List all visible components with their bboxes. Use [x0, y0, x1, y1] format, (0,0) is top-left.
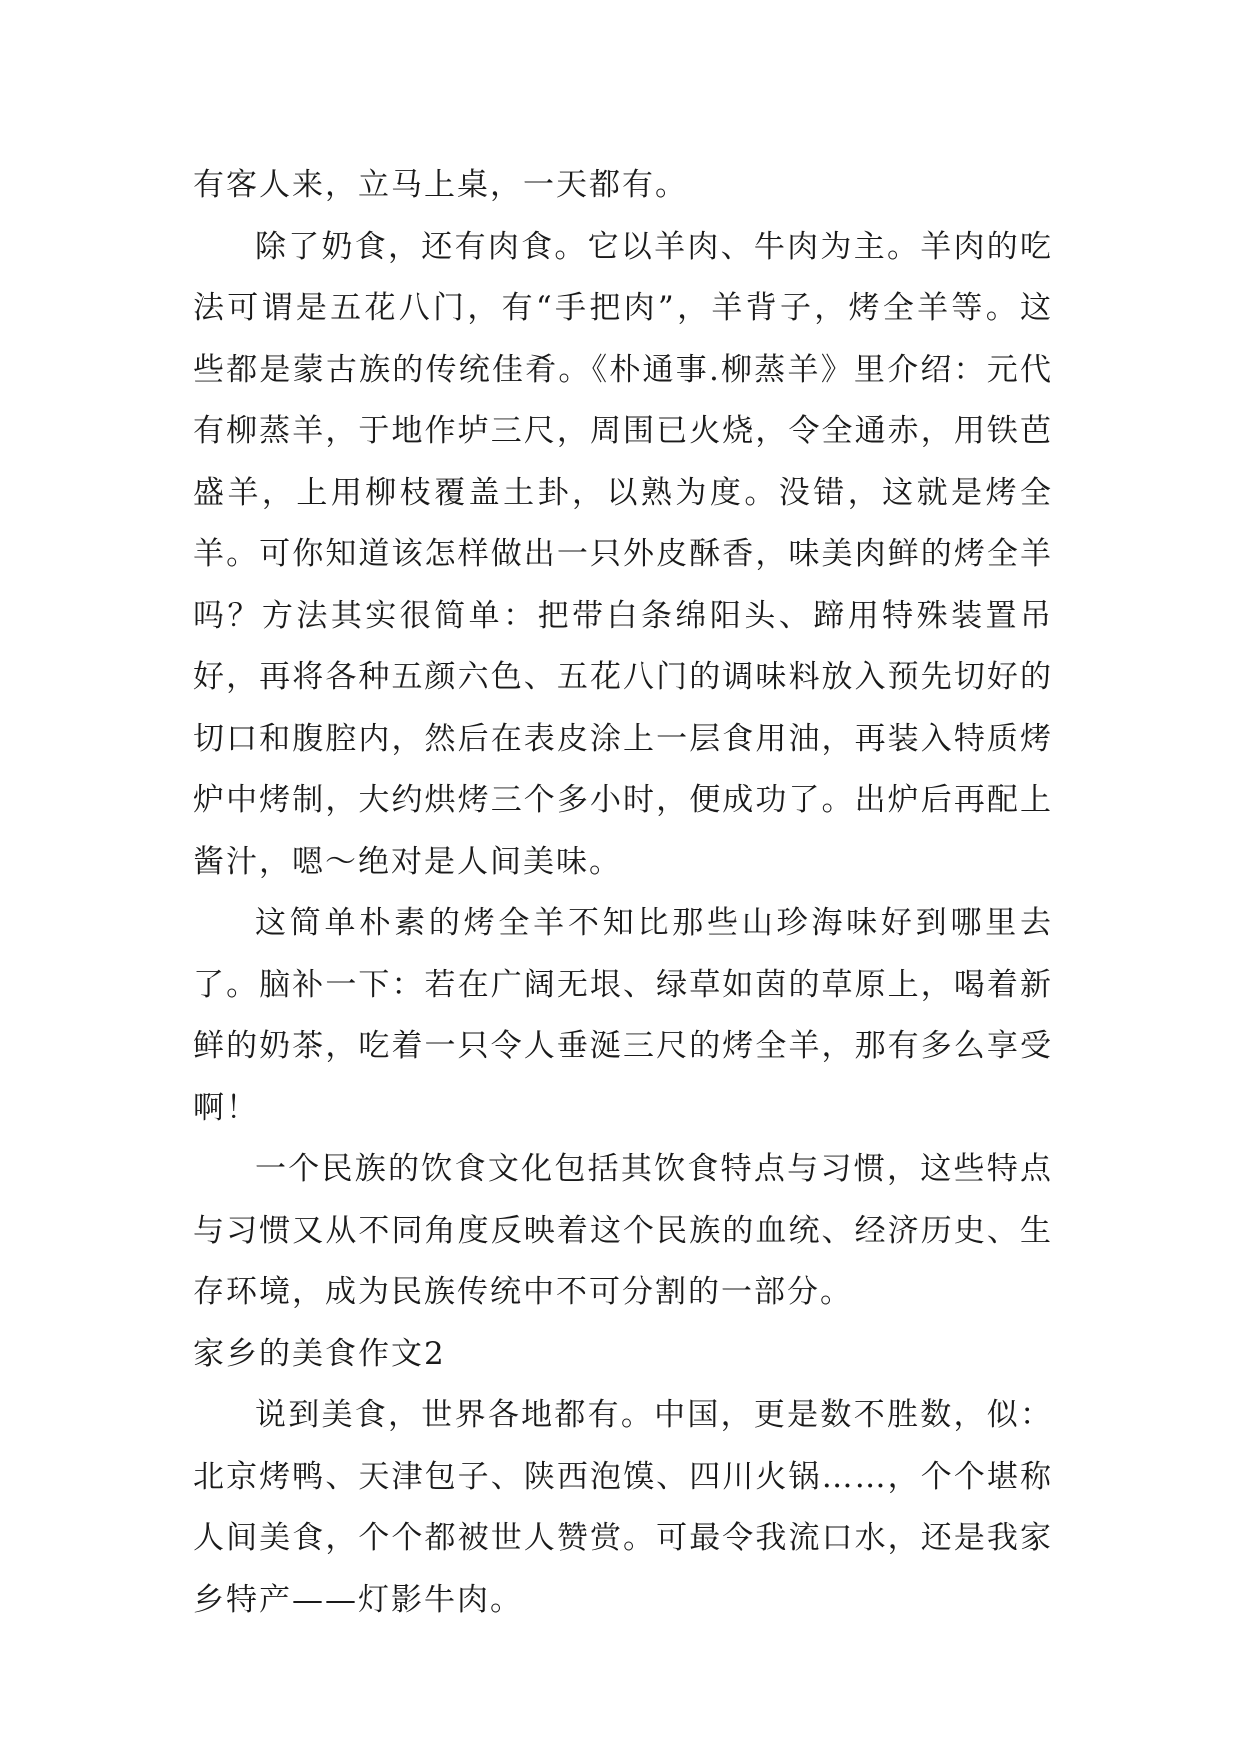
section-heading: 家乡的美食作文2 [193, 1335, 446, 1372]
paragraph-4: 一个民族的饮食文化包括其饮食特点与习惯，这些特点与习惯又从不同角度反映着这个民族的血统、经济历史、生存环境，成为民族传统中不可分割的一部分。 [193, 1151, 1053, 1310]
paragraph-2: 除了奶食，还有肉食。它以羊肉、牛肉为主。羊肉的吃法可谓是五花八门，有“手把肉”，羊背子，烤全羊等。这些都是蒙古族的传统佳肴。《朴通事.柳蒸羊》里介绍：元代有柳蒸羊，于地作垆三尺，周围已火烧，令全通赤，用铁芭盛羊，上用柳枝覆盖土卦，以熟为度。没错，这就是烤全羊。可你知道该怎样做出一只外皮酥香，味美肉鲜的烤全羊吗？方法其实很简单：把带白条绵阳头、蹄用特殊装置吊好，再将各种五颜六色、五花八门的调味料放入预先切好的切口和腹腔内，然后在表皮涂上一层食用油，再装入特质烤炉中烤制，大约烘烤三个多小时，便成功了。出炉后再配上酱汁，嗯～绝对是人间美味。 [193, 228, 1053, 880]
document-body [193, 155, 1053, 1631]
paragraph-5: 说到美食，世界各地都有。中国，更是数不胜数，似：北京烤鸭、天津包子、陕西泡馍、四川火锅……，个个堪称人间美食，个个都被世人赞赏。可最令我流口水，还是我家乡特产——灯影牛肉。 [193, 1397, 1053, 1618]
paragraph-3: 这简单朴素的烤全羊不知比那些山珍海味好到哪里去了。脑补一下：若在广阔无垠、绿草如茵的草原上，喝着新鲜的奶茶，吃着一只令人垂涎三尺的烤全羊，那有多么享受啊！ [193, 905, 1053, 1126]
paragraph-1: 有客人来，立马上桌，一天都有。 [193, 167, 688, 203]
